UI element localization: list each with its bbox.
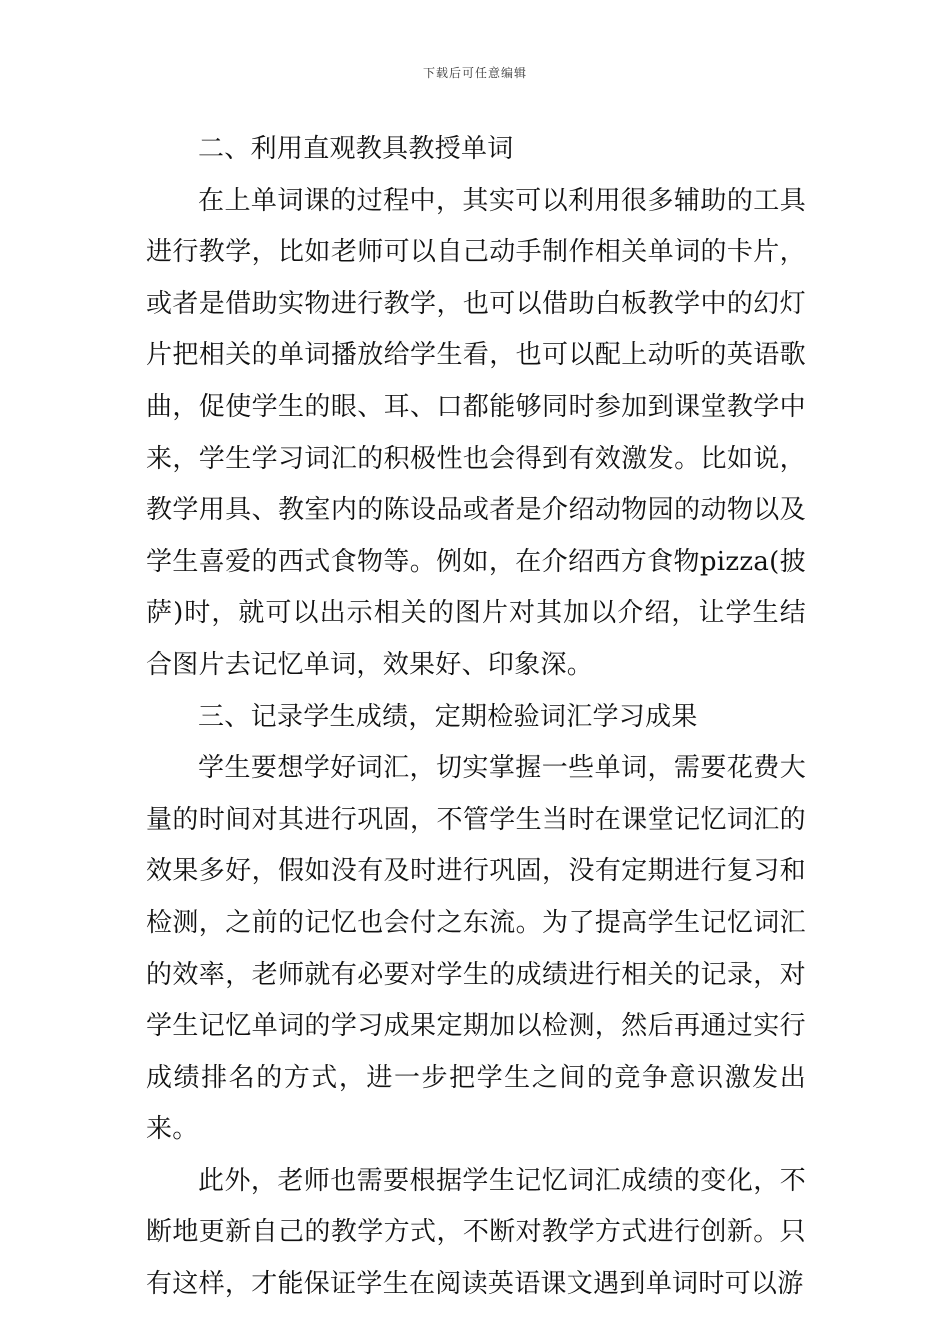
page-header-note: 下载后可任意编辑 bbox=[422, 66, 527, 80]
paragraph: 此外，老师也需要根据学生记忆词汇成绩的变化，不断地更新自己的教学方式，不断对教学方式进行创新。只有这样，才能保证学生在阅读英语课文遇到单词时可以游 bbox=[146, 1165, 806, 1300]
section-heading-2: 二、利用直观教具教授单词 bbox=[198, 134, 514, 164]
section-heading-3: 三、记录学生成绩，定期检验词汇学习成果 bbox=[198, 701, 698, 732]
paragraph: 在上单词课的过程中，其实可以利用很多辅助的工具进行教学，比如老师可以自己动手制作相关单词的卡片，或者是借助实物进行教学，也可以借助白板教学中的幻灯片把相关的单词播放给学生看，也可以配上动听的英语歌曲，促使学生的眼、耳、口都能够同时参加到课堂教学中来，学生学习词汇的积极性也会得到有效激发。比如说，教学用具、教室内的陈设品或者是介绍动物园的动物以及学生喜爱的西式食物等。例如，在介绍西方食物pizza(披萨)时，就可以出示相关的图片对其加以介绍，让学生结合图片去记忆单词，效果好、印象深。 bbox=[146, 185, 806, 680]
document-body bbox=[146, 124, 806, 1311]
paragraph: 学生要想学好词汇，切实掌握一些单词，需要花费大量的时间对其进行巩固，不管学生当时在课堂记忆词汇的效果多好，假如没有及时进行巩固，没有定期进行复习和检测，之前的记忆也会付之东流。为了提高学生记忆词汇的效率，老师就有必要对学生的成绩进行相关的记录，对学生记忆单词的学习成果定期加以检测，然后再通过实行成绩排名的方式，进一步把学生之间的竞争意识激发出来。 bbox=[146, 753, 806, 1145]
